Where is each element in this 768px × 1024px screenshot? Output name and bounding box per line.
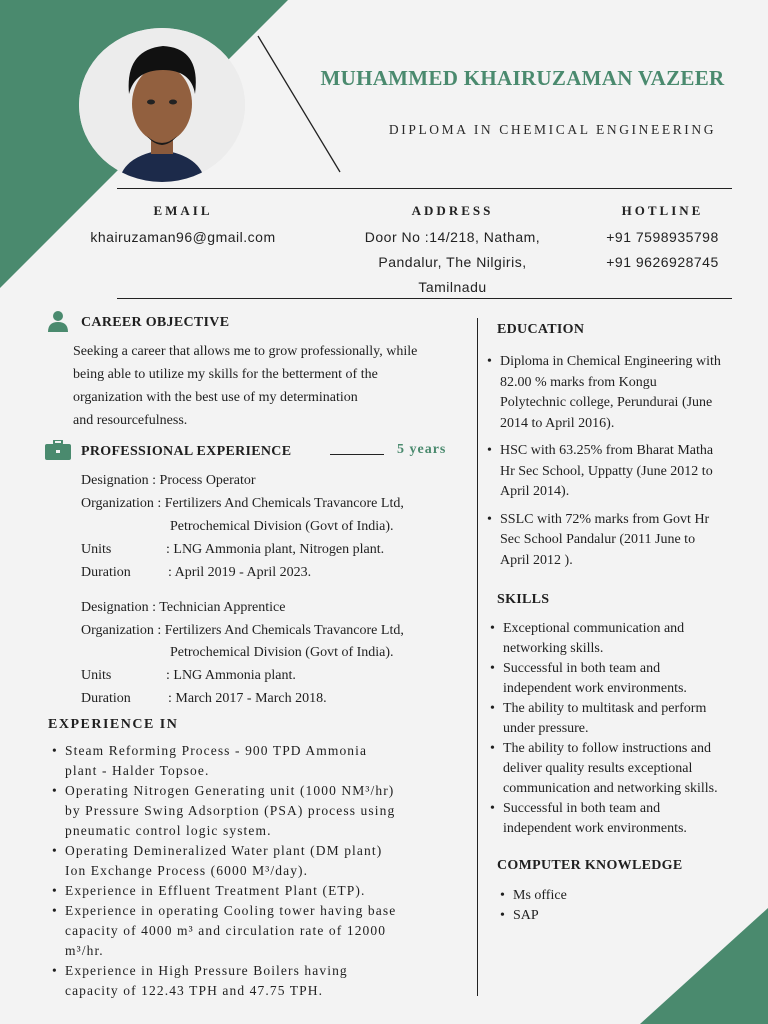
job1-units-label: Units [81,542,112,557]
job1-organization-division: Petrochemical Division (Govt of India). [170,519,394,534]
job1-units-value: : LNG Ammonia plant, Nitrogen plant. [166,542,385,557]
list-item: • Exceptional communication and networking skills. [503,619,765,659]
job2-duration-value: : March 2017 - March 2018. [168,691,327,706]
list-item: • Experience in operating Cooling tower having base capacity of 4000 m³ and circulation rate of 12000 m³/hr. [65,901,475,961]
list-item: • Steam Reforming Process - 900 TPD Ammonia plant - Halder Topsoe. [65,741,475,781]
briefcase-icon [45,440,71,460]
hotline-block [580,203,745,275]
candidate-title: DIPLOMA IN CHEMICAL ENGINEERING [388,122,717,137]
list-item: • Successful in both team and independent work environments. [503,659,765,699]
phone-number[interactable]: +91 7598935798 [606,229,719,245]
email-block [58,203,308,250]
list-item: • Experience in High Pressure Boilers having capacity of 122.43 TPH and 47.75 TPH. [65,961,475,1001]
phone-number[interactable]: +91 9626928745 [606,254,719,270]
career-line: and resourcefulness. [73,413,188,428]
job2-organization: Organization : Fertilizers And Chemicals Travancore Ltd, [81,623,404,638]
list-item: • The ability to multitask and perform under pressure. [503,699,765,739]
job1-duration-label: Duration [81,565,131,580]
list-item: • Experience in Effluent Treatment Plant (ETP). [65,881,475,901]
job1-organization: Organization : Fertilizers And Chemicals Travancore Ltd, [81,496,404,511]
job1-designation: Designation : Process Operator [81,473,256,488]
list-item: • Operating Demineralized Water plant (DM plant) Ion Exchange Process (6000 M³/day). [65,841,475,881]
list-item: • SSLC with 72% marks from Govt Hr Sec School Pandalur (2011 June to April 2012 ). [500,510,765,572]
email-value[interactable]: khairuzaman96@gmail.com [90,229,276,245]
experience-list [65,741,475,1001]
job2-organization-division: Petrochemical Division (Govt of India). [170,645,394,660]
hotline-label: HOTLINE [621,203,704,218]
education-heading: EDUCATION [497,322,585,337]
list-item: • Operating Nitrogen Generating unit (1000 NM³/hr) by Pressure Swing Adsorption (PSA) process using pneumatic control logic system. [65,781,475,841]
years-divider [330,454,384,455]
career-objective-heading: CAREER OBJECTIVE [81,315,230,330]
career-line: Seeking a career that allows me to grow professionally, while [73,344,418,359]
list-item: • Diploma in Chemical Engineering with 82.00 % marks from Kongu Polytechnic college, Perundurai (June 2014 to April 2016). [500,352,765,434]
address-block [330,203,575,300]
address-line: Door No :14/218, Natham, [364,229,541,245]
job2-designation: Designation : Technician Apprentice [81,600,286,615]
divider-top [117,188,732,189]
person-icon [48,310,68,332]
profile-photo [79,28,245,182]
address-line: Pandalur, The Nilgiris, [378,254,527,270]
skills-heading: SKILLS [497,592,550,607]
job1-duration-value: : April 2019 - April 2023. [168,565,312,580]
experience-in-heading: EXPERIENCE IN [48,717,179,732]
column-divider [477,318,478,996]
job2-units-value: : LNG Ammonia plant. [166,668,296,683]
skills-list [503,619,765,839]
career-line: organization with the best use of my determination [73,390,358,405]
job2-units-label: Units [81,668,112,683]
computer-knowledge-heading: COMPUTER KNOWLEDGE [497,858,683,873]
list-item: • Successful in both team and independent work environments. [503,799,765,839]
candidate-name: MUHAMMED KHAIRUZAMAN VAZEER [320,66,725,90]
job2-duration-label: Duration [81,691,131,706]
email-label: EMAIL [153,203,213,218]
career-objective-text [73,340,473,432]
list-item: • SAP [513,906,713,926]
education-list [500,352,765,571]
address-line: Tamilnadu [418,279,487,295]
professional-experience-heading: PROFESSIONAL EXPERIENCE [81,444,292,459]
address-label: ADDRESS [411,203,494,218]
list-item: • Ms office [513,886,713,906]
career-line: being able to utilize my skills for the betterment of the [73,367,378,382]
list-item: • HSC with 63.25% from Bharat Matha Hr Sec School, Uppatty (June 2012 to April 2014). [500,441,765,503]
experience-years: 5 years [397,442,447,457]
computer-knowledge-list [513,886,713,926]
list-item: • The ability to follow instructions and deliver quality results exceptional communication and networking skills. [503,739,765,799]
